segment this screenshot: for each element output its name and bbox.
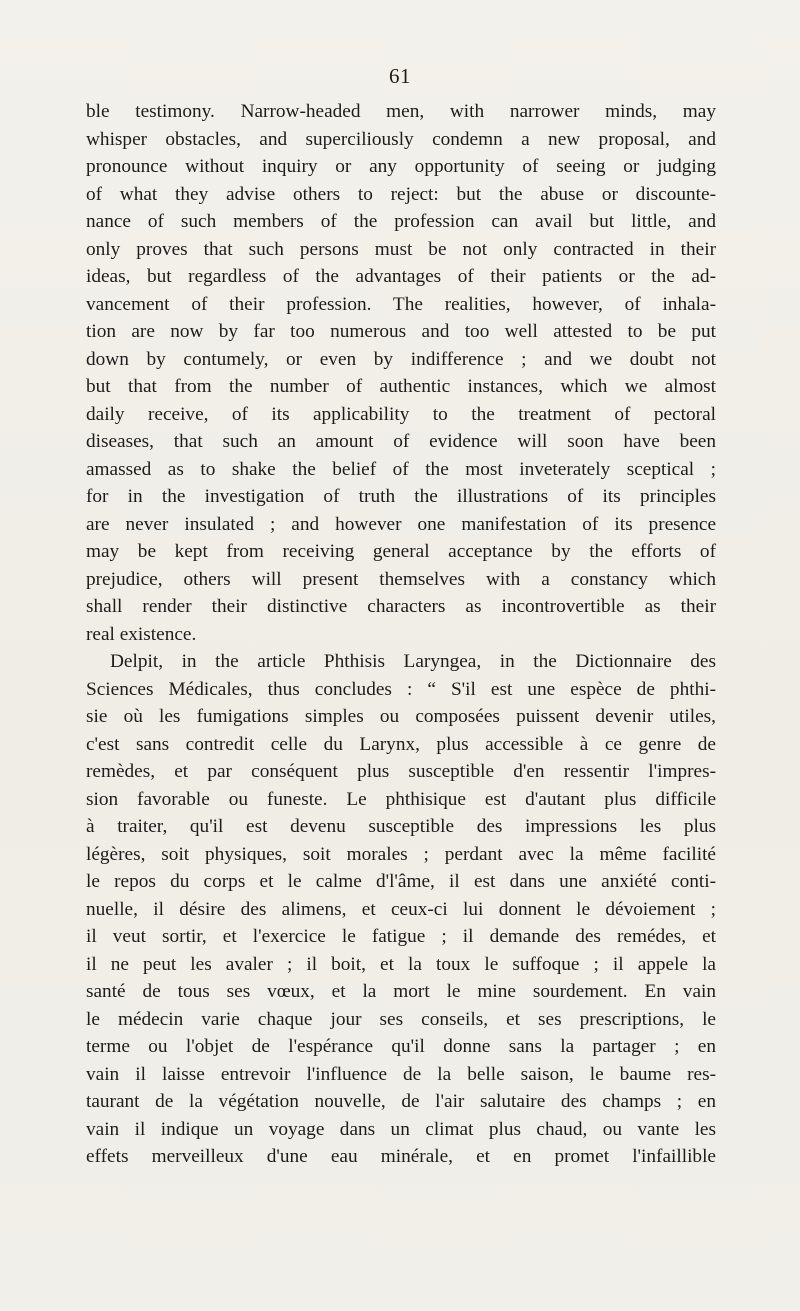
body-text — [86, 98, 716, 1171]
text-line: santé de tous ses vœux, et la mort le mine sourdement. En vain — [86, 981, 716, 1002]
text-line: le médecin varie chaque jour ses conseils, et ses prescriptions, le — [86, 1008, 716, 1030]
text-line: Sciences Médicales, thus concludes : “ S'il est une espèce de phthi- — [86, 678, 716, 700]
text-line: taurant de la végétation nouvelle, de l'air salutaire des champs ; en — [86, 1091, 716, 1112]
page-number: 61 — [389, 64, 411, 88]
text-line: à traiter, qu'il est devenu susceptible des impressions les plus — [86, 816, 716, 837]
text-line: but that from the number of authentic instances, which we almost — [86, 376, 716, 397]
text-line: sie où les fumigations simples ou composées puissent devenir utiles, — [86, 706, 716, 727]
text-line: il ne peut les avaler ; il boit, et la toux le suffoque ; il appele la — [86, 953, 716, 975]
text-line: daily receive, of its applicability to the treatment of pectoral — [86, 403, 716, 425]
text-line: only proves that such persons must be not only contracted in their — [86, 238, 716, 260]
text-line: tion are now by far too numerous and too well attested to be put — [86, 321, 716, 342]
text-line: vain il laisse entrevoir l'influence de la belle saison, le baume res- — [86, 1063, 716, 1085]
text-line: légères, soit physiques, soit morales ; perdant avec la même facilité — [86, 843, 716, 865]
text-line: ble testimony. Narrow-headed men, with narrower minds, may — [86, 101, 716, 122]
text-line: amassed as to shake the belief of the most inveterately sceptical ; — [86, 458, 716, 480]
text-line: nance of such members of the profession can avail but little, and — [86, 211, 716, 232]
text-line: ideas, but regardless of the advantages of their patients or the ad- — [86, 266, 716, 287]
text-line: may be kept from receiving general acceptance by the efforts of — [86, 541, 716, 562]
text-line: vancement of their profession. The realities, however, of inhala- — [86, 293, 716, 315]
text-line: sion favorable ou funeste. Le phthisique est d'autant plus difficile — [86, 788, 716, 810]
text-line: le repos du corps et le calme d'l'âme, il est dans une anxiété conti- — [86, 871, 716, 892]
text-line: of what they advise others to reject: but the abuse or discounte- — [86, 183, 716, 205]
text-line: shall render their distinctive characters as incontrovertible as their — [86, 596, 716, 617]
text-line: effets merveilleux d'une eau minérale, et en promet l'infaillible — [86, 1146, 716, 1167]
text-line: terme ou l'objet de l'espérance qu'il donne sans la partager ; en — [86, 1036, 716, 1057]
text-line: diseases, that such an amount of evidence will soon have been — [86, 431, 716, 452]
text-line: il veut sortir, et l'exercice le fatigue ; il demande des remédes, et — [86, 926, 716, 947]
text-line: are never insulated ; and however one manifestation of its presence — [86, 513, 716, 535]
text-line: vain il indique un voyage dans un climat plus chaud, ou vante les — [86, 1118, 716, 1140]
text-line: real existence. — [86, 623, 197, 645]
text-line: Delpit, in the article Phthisis Laryngea, in the Dictionnaire des — [110, 651, 716, 672]
text-line: remèdes, et par conséquent plus susceptible d'en ressentir l'impres- — [86, 761, 716, 782]
text-line: for in the investigation of truth the illustrations of its principles — [86, 486, 716, 507]
text-line: c'est sans contredit celle du Larynx, plus accessible à ce genre de — [86, 733, 716, 755]
text-line: nuelle, il désire des alimens, et ceux-ci lui donnent le dévoiement ; — [86, 898, 716, 920]
text-line: down by contumely, or even by indifference ; and we doubt not — [86, 348, 716, 370]
text-line: whisper obstacles, and superciliously condemn a new proposal, and — [86, 128, 716, 150]
text-line: prejudice, others will present themselves with a constancy which — [86, 568, 716, 590]
text-line: pronounce without inquiry or any opportunity of seeing or judging — [86, 156, 716, 177]
